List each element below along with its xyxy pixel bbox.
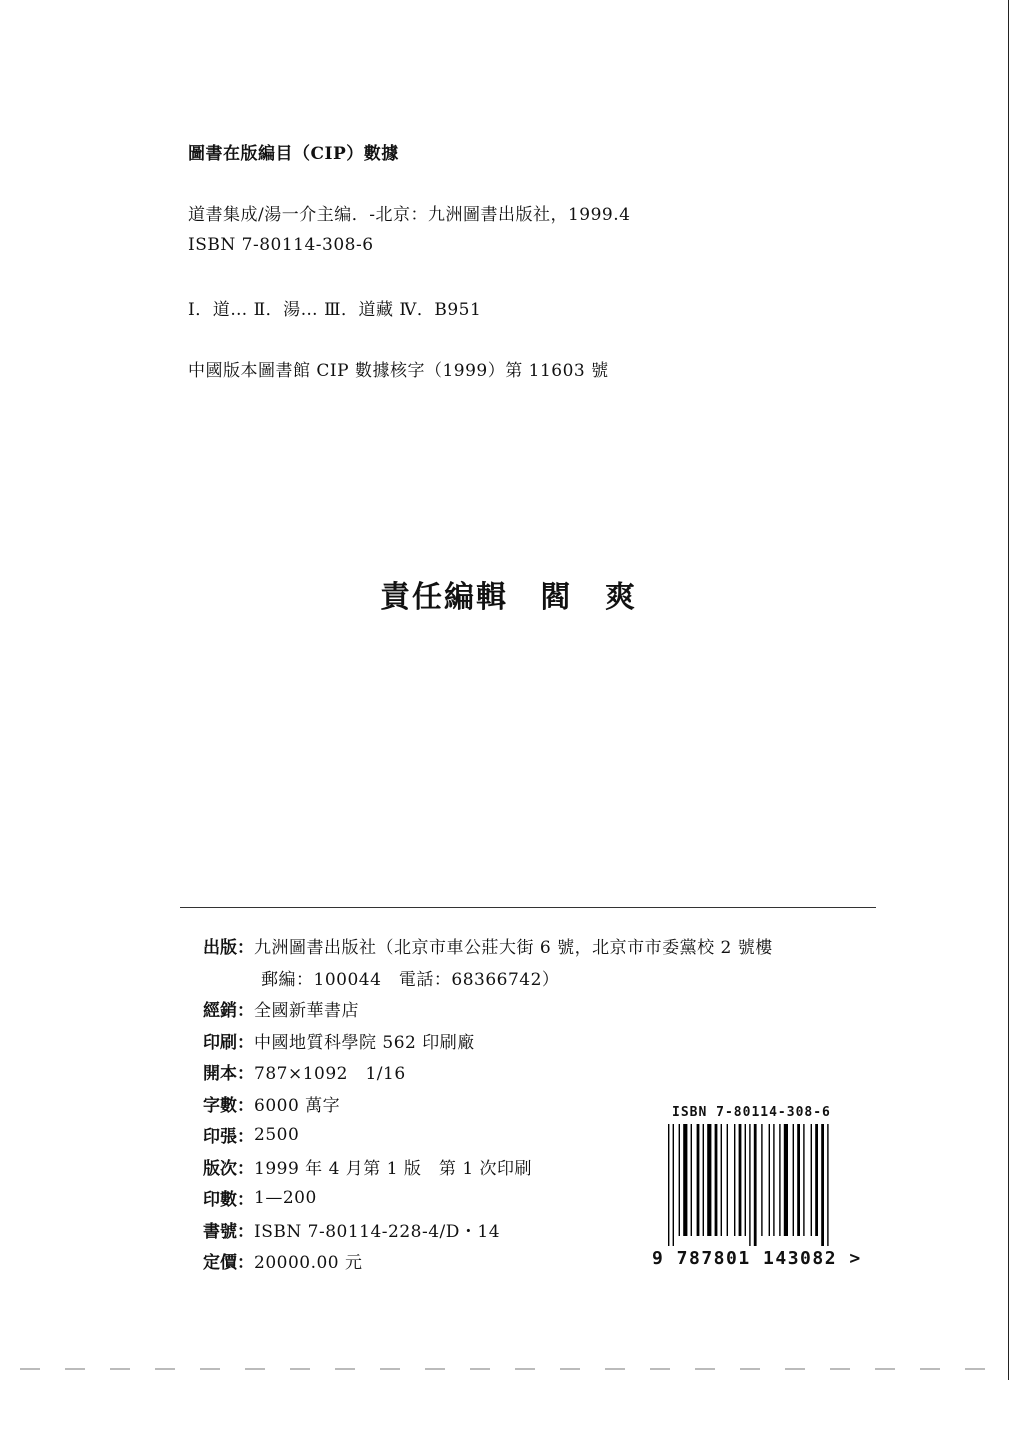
info-value: 郵編：100044 電話：68366742） — [261, 969, 560, 990]
info-row-printer — [203, 1025, 773, 1057]
barcode-bar — [745, 1124, 746, 1236]
cip-title-line: 道書集成/湯一介主编．-北京：九洲圖書出版社，1999.4 — [188, 205, 631, 225]
barcode-bar — [761, 1124, 762, 1236]
info-label: 印刷： — [203, 1032, 254, 1053]
barcode-bar — [715, 1124, 718, 1236]
editor-name-first: 閻 — [540, 580, 573, 615]
barcode-bar — [697, 1124, 700, 1236]
cip-heading: 圖書在版編目（CIP）數據 — [188, 144, 399, 164]
info-label: 印數： — [203, 1190, 254, 1211]
info-label: 書號： — [203, 1221, 254, 1242]
barcode-bar — [811, 1124, 812, 1236]
info-label: 印張： — [203, 1127, 254, 1148]
info-row-distributor — [203, 993, 773, 1025]
info-value: 中國地質科學院 562 印刷廠 — [254, 1032, 475, 1053]
info-label: 經銷： — [203, 1001, 254, 1022]
barcode-bar — [793, 1124, 794, 1236]
barcode-bar — [673, 1124, 674, 1246]
info-value: 九洲圖書出版社（北京市車公莊大街 6 號，北京市市委黨校 2 號樓 — [254, 938, 773, 959]
info-value: 6000 萬字 — [254, 1095, 341, 1116]
info-value: ISBN 7-80114-228-4/D・14 — [254, 1221, 501, 1242]
barcode-bar — [803, 1124, 804, 1236]
barcode-bar — [683, 1124, 687, 1236]
barcode-isbn-label: ISBN 7-80114-308-6 — [672, 1105, 831, 1120]
scan-artifact-line — [20, 1368, 1000, 1370]
barcode-bar — [691, 1124, 692, 1236]
page-border — [1008, 0, 1009, 1380]
barcode-bar — [769, 1124, 770, 1236]
info-label: 字數： — [203, 1095, 254, 1116]
info-row-publisher — [203, 930, 773, 962]
barcode-bar — [679, 1124, 680, 1236]
barcode-digits: 9 787801 143082 > — [652, 1248, 862, 1269]
barcode-bar — [668, 1124, 669, 1246]
barcode-bar — [734, 1124, 735, 1236]
isbn-barcode — [666, 1124, 842, 1246]
barcode-bar — [754, 1124, 757, 1246]
barcode-bar — [749, 1124, 750, 1246]
info-label: 出版： — [203, 938, 254, 959]
barcode-bar — [727, 1124, 728, 1236]
info-label: 定價： — [203, 1253, 254, 1274]
info-row-format — [203, 1056, 773, 1088]
barcode-bar — [721, 1124, 722, 1236]
cip-record-line: 中國版本圖書館 CIP 數據核字（1999）第 11603 號 — [188, 361, 609, 381]
barcode-bar — [827, 1124, 828, 1246]
editor-label: 責任編輯 — [380, 580, 509, 615]
info-label: 版次： — [203, 1158, 254, 1179]
section-divider — [180, 907, 876, 908]
barcode-bar — [815, 1124, 818, 1236]
responsible-editor — [0, 572, 1017, 616]
barcode-bar — [703, 1124, 704, 1236]
info-value: 2500 — [254, 1124, 300, 1145]
barcode-bar — [797, 1124, 800, 1236]
barcode-bar — [707, 1124, 711, 1236]
info-label: 開本： — [203, 1064, 254, 1085]
cip-classification-line: Ⅰ．道… Ⅱ．湯… Ⅲ．道藏 Ⅳ．B951 — [188, 300, 482, 320]
editor-name-second: 爽 — [604, 580, 637, 615]
info-row-publisher-cont — [203, 962, 773, 994]
info-value: 1—200 — [254, 1187, 317, 1208]
barcode-bar — [779, 1124, 780, 1236]
info-value: 全國新華書店 — [254, 1001, 359, 1022]
barcode-bar — [739, 1124, 742, 1236]
cip-isbn-line: ISBN 7-80114-308-6 — [188, 235, 374, 255]
info-value: 787×1092 1/16 — [254, 1064, 406, 1085]
barcode-bar — [821, 1124, 824, 1246]
barcode-bar — [773, 1124, 774, 1236]
barcode-bar — [784, 1124, 788, 1236]
info-value: 1999 年 4 月第 1 版 第 1 次印刷 — [254, 1158, 533, 1179]
info-value: 20000.00 元 — [254, 1253, 363, 1274]
